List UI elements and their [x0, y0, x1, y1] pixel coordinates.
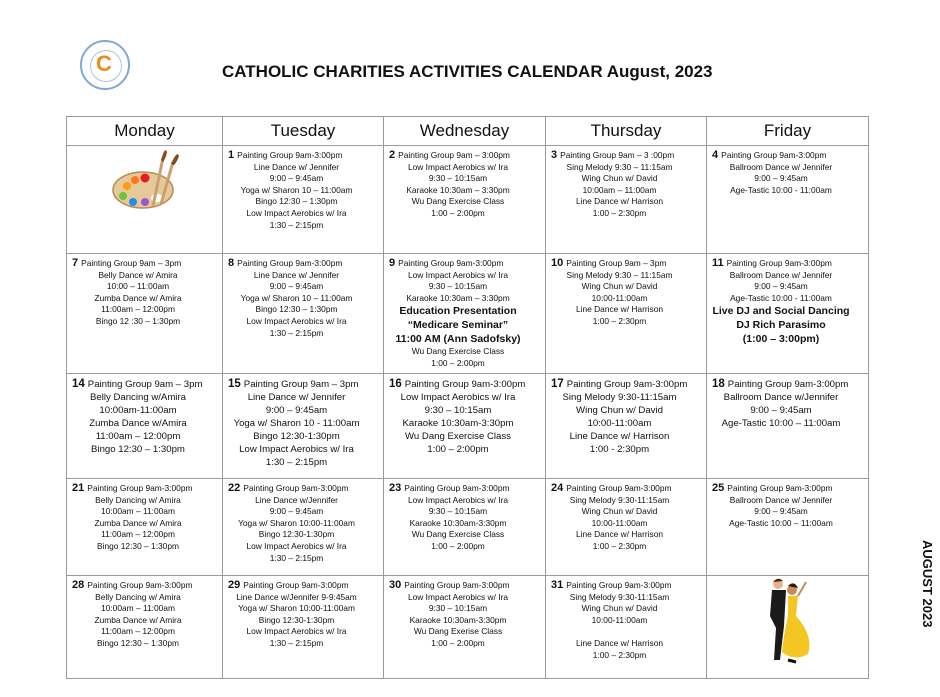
- day-cell-21: [67, 479, 223, 576]
- activity-line: 9:00 – 9:45am: [269, 506, 324, 517]
- day-cell-25: [707, 479, 869, 576]
- activity-text: Painting Group 9am-3:00pm: [237, 150, 343, 160]
- activity-line: 10:00am – 11:00am: [582, 184, 657, 195]
- day-number: 31: [551, 579, 564, 591]
- day-first-line: [551, 378, 702, 391]
- activity-text: Painting Group 9am-3:00pm: [727, 379, 849, 390]
- special-event-line: DJ Rich Parasimo: [736, 319, 826, 332]
- day-cell-14: [67, 374, 223, 479]
- activity-line: Wing Chun w/ David: [581, 603, 658, 614]
- day-first-line: [712, 378, 864, 391]
- activity-line: Karaoke 10:30am – 3:30pm: [406, 292, 510, 303]
- day-first-line: [389, 150, 541, 162]
- weekday-header-thursday: Thursday: [546, 117, 707, 146]
- day-first-line: [72, 580, 218, 592]
- activity-line: Yoga w/ Sharon 10:00-11:00am: [238, 603, 355, 614]
- activity-line: 1:00 – 2:30pm: [592, 540, 647, 551]
- activity-line: Wu Dang Exercise Class: [411, 196, 505, 207]
- activity-line: 10:00-11:00am: [587, 418, 652, 429]
- activity-line: Line Dance w/ Harrison: [575, 196, 664, 207]
- activity-line: Line Dance w/Jennifer 9-9:45am: [236, 591, 357, 602]
- activity-line: Belly Dancing w/ Amira: [95, 494, 181, 505]
- day-first-line: [389, 580, 541, 592]
- activity-text: Painting Group 9am-3:00pm: [566, 483, 672, 493]
- day-first-line: [72, 258, 218, 270]
- activity-text: Painting Group 9am-3:00pm: [566, 379, 688, 390]
- activity-line: 11:00am – 12:00pm: [101, 304, 175, 315]
- activity-text: Painting Group 9am-3:00pm: [727, 483, 833, 493]
- day-cell-7: [67, 254, 223, 374]
- activity-line: 1:00 - 2:30pm: [589, 444, 650, 455]
- weekday-header-monday: Monday: [67, 117, 223, 146]
- activity-line: 1:30 – 2:15pm: [269, 219, 324, 230]
- day-number: 10: [551, 257, 564, 269]
- activity-line: 10:00 – 11:00am: [106, 281, 170, 292]
- side-month-label: AUGUST 2023: [920, 540, 935, 628]
- activity-line: Low Impact Aerobics w/ Ira: [400, 392, 516, 403]
- day-number: 15: [228, 378, 241, 390]
- day-number: 29: [228, 579, 241, 591]
- activity-line: Line Dance w/ Harrison: [575, 304, 664, 315]
- day-cell-9: [384, 254, 546, 374]
- special-event-line: 11:00 AM (Ann Sadofsky): [395, 333, 521, 346]
- activity-line: 1:00 – 2:30pm: [592, 207, 647, 218]
- activity-line: 1:00 – 2:30pm: [592, 649, 647, 660]
- activity-line: Sing Melody 9:30 – 11:15am: [566, 161, 673, 172]
- activity-text: Painting Group 9am-3:00pm: [721, 150, 827, 160]
- activity-line: Sing Melody 9:30 – 11:15am: [566, 269, 673, 280]
- day-number: 11: [712, 257, 724, 269]
- activity-line: Wu Dang Exercise Class: [411, 346, 505, 357]
- day-number: 30: [389, 579, 402, 591]
- catholic-charities-logo: C: [80, 40, 130, 90]
- activity-line: 9:30 – 10:15am: [428, 281, 488, 292]
- paint-palette-icon: [67, 146, 222, 216]
- activity-line: Bingo 12:30 – 1:30pm: [97, 637, 179, 648]
- weekday-header-row: [67, 117, 869, 146]
- day-first-line: [228, 580, 379, 592]
- activity-text: Painting Group 9am-3:00pm: [726, 258, 832, 268]
- activity-line: 1:30 – 2:15pm: [269, 552, 324, 563]
- day-number: 23: [389, 482, 402, 494]
- activity-line: 9:00 – 9:45am: [754, 281, 808, 292]
- activity-line: Line Dance w/Jennifer: [255, 494, 338, 505]
- activity-line: 9:30 – 10:15am: [428, 506, 488, 517]
- activity-line: 11:00am – 12:00pm: [101, 626, 175, 637]
- activity-line: [551, 626, 702, 638]
- activity-text: Painting Group 9am-3:00pm: [243, 483, 349, 493]
- activity-text: Painting Group 9am-3:00pm: [237, 258, 343, 268]
- activity-line: Karaoke 10:30am-3:30pm: [409, 614, 507, 625]
- activity-line: Bingo 12:30 – 1:30pm: [97, 540, 179, 551]
- activity-line: 10:00am – 11:00am: [101, 603, 175, 614]
- activity-line: Low Impact Aerobics w/ Ira: [407, 161, 509, 172]
- day-first-line: [228, 483, 379, 495]
- activity-line: 10:00-11:00am: [591, 517, 648, 528]
- activity-line: 1:00 – 2:30pm: [592, 315, 647, 326]
- day-first-line: [551, 150, 702, 162]
- activity-line: 11:00am – 12:00pm: [95, 431, 181, 442]
- decorative-image-cell: [707, 576, 869, 679]
- activity-line: Wu Dang Exerise Class: [413, 626, 503, 637]
- activity-line: Ballroom Dance w/ Jennifer: [729, 161, 833, 172]
- day-cell-18: [707, 374, 869, 479]
- week-row: [67, 374, 869, 479]
- activity-line: Low Impact Aerobics w/ Ira: [407, 269, 509, 280]
- day-cell-23: [384, 479, 546, 576]
- activity-line: Karaoke 10:30am-3:30pm: [409, 517, 507, 528]
- activity-text: Painting Group 9am-3:00pm: [404, 580, 510, 590]
- activity-line: Line Dance w/ Harrison: [575, 529, 664, 540]
- activity-line: Low Impact Aerobics w/ Ira: [239, 444, 354, 455]
- day-number: 18: [712, 378, 725, 390]
- day-first-line: [551, 258, 702, 270]
- day-cell-28: [67, 576, 223, 679]
- day-cell-30: [384, 576, 546, 679]
- activity-line: Wing Chun w/ David: [581, 173, 658, 184]
- day-cell-2: [384, 146, 546, 254]
- activity-line: Belly Dance w/ Amira: [98, 269, 178, 280]
- day-number: 8: [228, 257, 235, 269]
- activity-line: 10:00-11:00am: [591, 614, 648, 625]
- special-event-line: (1:00 – 3:00pm): [742, 333, 820, 346]
- day-cell-3: [546, 146, 707, 254]
- day-first-line: [389, 378, 541, 391]
- day-number: 3: [551, 149, 558, 161]
- activity-line: Yoga w/ Sharon 10 – 11:00am: [240, 292, 353, 303]
- activity-line: 9:30 – 10:15am: [424, 405, 492, 416]
- activity-text: Painting Group 9am – 3:00pm: [398, 150, 510, 160]
- day-number: 1: [228, 149, 235, 161]
- activity-line: Karaoke 10:30am – 3:30pm: [406, 184, 510, 195]
- activity-line: 1:30 – 2:15pm: [269, 637, 324, 648]
- day-first-line: [551, 483, 702, 495]
- day-number: 28: [72, 579, 85, 591]
- decorative-image-cell: [67, 146, 223, 254]
- activity-line: 10:00-11:00am: [591, 292, 648, 303]
- activity-text: Painting Group 9am – 3pm: [81, 258, 182, 268]
- week-row: [67, 146, 869, 254]
- activity-line: Low Impact Aerobics w/ Ira: [246, 207, 347, 218]
- activity-line: Low Impact Aerobics w/ Ira: [246, 315, 347, 326]
- activity-line: Wing Chun w/ David: [581, 506, 658, 517]
- day-first-line: [712, 258, 864, 270]
- activity-line: 1:00 – 2:00pm: [431, 207, 485, 218]
- activity-line: Karaoke 10:30am-3:30pm: [402, 418, 514, 429]
- activity-line: 1:30 – 2:15pm: [269, 327, 324, 338]
- activity-line: Wing Chun w/ David: [581, 281, 658, 292]
- activity-line: Zumba Dance w/Amira: [89, 418, 187, 429]
- activity-line: 1:00 – 2:00pm: [431, 637, 485, 648]
- special-event-line: Education Presentation: [399, 305, 517, 318]
- day-first-line: [551, 580, 702, 592]
- day-number: 16: [389, 378, 402, 390]
- activity-line: 9:30 – 10:15am: [428, 603, 488, 614]
- activity-text: Painting Group 9am-3:00pm: [243, 580, 349, 590]
- day-first-line: [228, 378, 379, 391]
- activity-line: 1:30 – 2:15pm: [265, 457, 328, 468]
- activity-line: Ballroom Dance w/Jennifer: [723, 392, 839, 403]
- day-first-line: [228, 258, 379, 270]
- activity-line: Line Dance w/ Jennifer: [253, 269, 340, 280]
- activity-line: Yoga w/ Sharon 10 – 11:00am: [240, 184, 353, 195]
- activity-line: 9:00 – 9:45am: [754, 173, 808, 184]
- activity-line: 9:00 – 9:45am: [269, 281, 324, 292]
- day-number: 24: [551, 482, 564, 494]
- day-cell-22: [223, 479, 384, 576]
- activity-line: Age-Tastic 10:00 – 11:00am: [729, 517, 833, 528]
- activity-line: Bingo 12:30 – 1:30pm: [255, 304, 338, 315]
- day-number: 2: [389, 149, 396, 161]
- day-number: 17: [551, 378, 564, 390]
- activity-line: 1:00 – 2:00pm: [427, 444, 489, 455]
- day-number: 7: [72, 257, 79, 269]
- week-row: [67, 576, 869, 679]
- activity-line: 9:00 – 9:45am: [754, 506, 808, 517]
- day-first-line: [228, 150, 379, 162]
- activity-line: Sing Melody 9:30-11:15am: [569, 591, 670, 602]
- day-cell-8: [223, 254, 384, 374]
- activity-line: Sing Melody 9:30-11:15am: [562, 392, 677, 403]
- activity-line: Age-Tastic 10:00 - 11:00am: [730, 184, 832, 195]
- activity-line: Low Impact Aerobics w/ Ira: [407, 494, 509, 505]
- activity-line: Wing Chun w/ David: [576, 405, 663, 416]
- activity-line: 9:30 – 10:15am: [428, 173, 488, 184]
- activity-text: Painting Group 9am-3:00pm: [404, 483, 510, 493]
- activity-line: Line Dance w/ Harrison: [569, 431, 670, 442]
- activity-line: Bingo 12:30-1:30pm: [253, 431, 340, 442]
- activity-text: Painting Group 9am-3:00pm: [87, 483, 193, 493]
- activity-line: 10:00am – 11:00am: [101, 506, 175, 517]
- day-cell-10: [546, 254, 707, 374]
- day-number: 4: [712, 149, 719, 161]
- activity-line: Sing Melody 9:30-11:15am: [569, 494, 670, 505]
- activity-line: Zumba Dance w/ Amira: [94, 517, 182, 528]
- day-cell-17: [546, 374, 707, 479]
- activity-line: 1:00 – 2:00pm: [431, 357, 485, 368]
- activity-line: Bingo 12:30-1:30pm: [258, 529, 335, 540]
- activity-line: Age-Tastic 10:00 – 11:00am: [721, 418, 841, 429]
- activity-text: Painting Group 9am – 3pm: [566, 258, 667, 268]
- day-cell-16: [384, 374, 546, 479]
- activity-line: 9:00 – 9:45am: [265, 405, 328, 416]
- activity-line: Zumba Dance w/ Amira: [94, 614, 182, 625]
- day-first-line: [712, 150, 864, 162]
- activity-line: Ballroom Dance w/ Jennifer: [729, 494, 833, 505]
- activity-line: Yoga w/ Sharon 10:00-11:00am: [238, 517, 355, 528]
- page-title: CATHOLIC CHARITIES ACTIVITIES CALENDAR August, 2023: [222, 62, 713, 81]
- activity-line: Wu Dang Exercise Class: [405, 431, 511, 442]
- activity-line: 9:00 – 9:45am: [269, 173, 324, 184]
- activity-line: Zumba Dance w/ Amira: [94, 292, 182, 303]
- weekday-header-tuesday: Tuesday: [223, 117, 384, 146]
- activity-text: Painting Group 9am-3:00pm: [404, 379, 526, 390]
- day-cell-15: [223, 374, 384, 479]
- activity-line: Bingo 12:30 – 1:30pm: [255, 196, 338, 207]
- activity-line: Wu Dang Exercise Class: [411, 529, 505, 540]
- day-number: 22: [228, 482, 241, 494]
- day-first-line: [72, 378, 218, 391]
- day-number: 9: [389, 257, 396, 269]
- day-cell-4: [707, 146, 869, 254]
- activity-line: 10:00am-11:00am: [99, 405, 177, 416]
- weekday-header-friday: Friday: [707, 117, 869, 146]
- day-number: 21: [72, 482, 85, 494]
- activity-line: Low Impact Aerobics w/ Ira: [246, 540, 347, 551]
- activity-line: Line Dance w/ Jennifer: [253, 161, 340, 172]
- day-first-line: [389, 483, 541, 495]
- activity-text: Painting Group 9am – 3pm: [243, 379, 359, 390]
- special-event-line: “Medicare Seminar”: [407, 319, 509, 332]
- activity-line: Yoga w/ Sharon 10 - 11:00am: [233, 418, 360, 429]
- dancers-icon: [707, 576, 868, 668]
- activity-line: Ballroom Dance w/ Jennifer: [729, 269, 833, 280]
- activity-line: Low Impact Aerobics w/ Ira: [246, 626, 347, 637]
- day-number: 14: [72, 378, 85, 390]
- activity-line: Line Dance w/ Jennifer: [247, 392, 346, 403]
- activity-line: Line Dance w/ Harrison: [575, 637, 664, 648]
- activity-text: Painting Group 9am-3:00pm: [566, 580, 672, 590]
- activity-line: Low Impact Aerobics w/ Ira: [407, 591, 509, 602]
- activity-line: Bingo 12 :30 – 1:30pm: [95, 315, 181, 326]
- activity-text: Painting Group 9am-3:00pm: [398, 258, 504, 268]
- activity-line: 1:00 – 2:00pm: [431, 540, 485, 551]
- day-number: 25: [712, 482, 725, 494]
- day-first-line: [712, 483, 864, 495]
- weekday-header-wednesday: Wednesday: [384, 117, 546, 146]
- activity-text: Painting Group 9am-3:00pm: [87, 580, 193, 590]
- activity-line: Bingo 12:30 – 1:30pm: [91, 444, 185, 455]
- activity-line: Belly Dancing w/ Amira: [95, 591, 181, 602]
- day-first-line: [389, 258, 541, 270]
- day-cell-1: [223, 146, 384, 254]
- week-row: [67, 254, 869, 374]
- day-cell-29: [223, 576, 384, 679]
- activity-line: Bingo 12:30-1:30pm: [258, 614, 335, 625]
- calendar-table: [66, 116, 869, 679]
- activity-line: 9:00 – 9:45am: [750, 405, 812, 416]
- special-event-line: Live DJ and Social Dancing: [712, 305, 850, 318]
- day-cell-24: [546, 479, 707, 576]
- day-first-line: [72, 483, 218, 495]
- activity-line: Age-Tastic 10:00 - 11:00am: [730, 292, 832, 303]
- day-cell-11: [707, 254, 869, 374]
- activity-line: Belly Dancing w/Amira: [90, 392, 186, 403]
- activity-text: Painting Group 9am – 3pm: [87, 379, 203, 390]
- activity-text: Painting Group 9am – 3 :00pm: [560, 150, 675, 160]
- activity-line: 11:00am – 12:00pm: [101, 529, 175, 540]
- week-row: [67, 479, 869, 576]
- day-cell-31: [546, 576, 707, 679]
